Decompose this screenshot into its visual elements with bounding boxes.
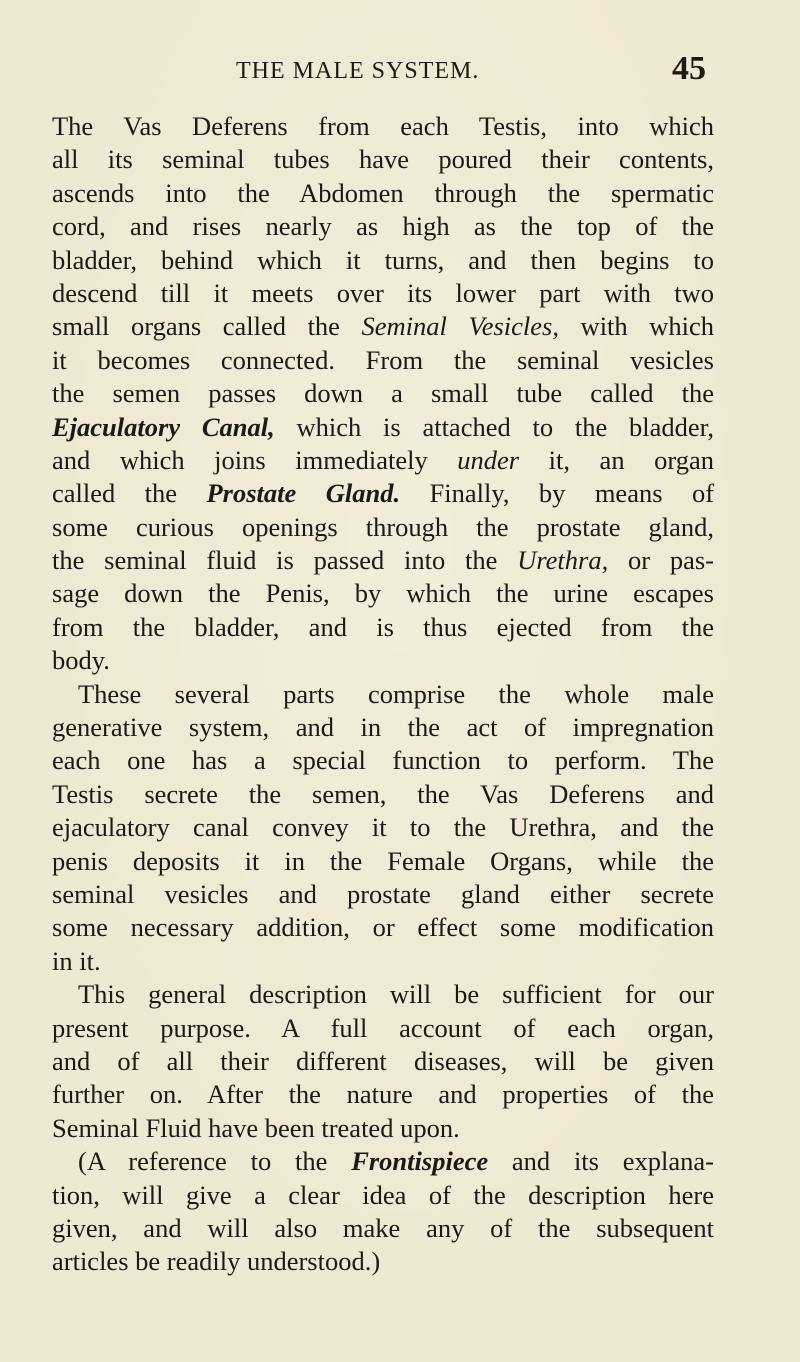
body-text: [52, 110, 714, 1279]
text-line: Ejaculatory Canal, which is attached to the bladder,: [52, 411, 714, 442]
text-line: all its seminal tubes have poured their contents,: [52, 144, 714, 175]
text-line: sage down the Penis, by which the urine escapes: [52, 578, 714, 609]
text-line: This general description will be sufficient for our: [78, 979, 714, 1010]
text-line: and of all their different diseases, will be given: [52, 1045, 714, 1076]
text-line: given, and will also make any of the subsequent: [52, 1212, 714, 1243]
text-line: called the Prostate Gland. Finally, by means of: [52, 478, 715, 509]
bold-italic-term: Ejaculatory Canal,: [52, 411, 275, 442]
text-line: small organs called the Seminal Vesicles, with which: [52, 311, 715, 342]
bold-italic-term: Prostate Gland.: [206, 478, 401, 509]
text-line: the semen passes down a small tube called the: [52, 378, 714, 409]
text-line: articles be readily understood.): [52, 1246, 381, 1277]
italic-term: Urethra,: [517, 545, 609, 576]
text-line: each one has a special function to perform. The: [52, 745, 714, 776]
page-number: 45: [672, 50, 706, 87]
text-line: body.: [52, 645, 110, 676]
text-line: in it.: [52, 945, 101, 976]
text-line: penis deposits it in the Female Organs, while the: [52, 845, 714, 876]
text-line: cord, and rises nearly as high as the top of the: [52, 211, 714, 242]
italic-term: Seminal Vesicles,: [361, 311, 559, 342]
text-line: The Vas Deferens from each Testis, into which: [52, 111, 714, 141]
text-line: ejaculatory canal convey it to the Urethra, and the: [52, 812, 714, 843]
text-line: seminal vesicles and prostate gland either secrete: [52, 878, 714, 909]
text-line: These several parts comprise the whole male: [78, 678, 714, 709]
text-line: generative system, and in the act of impregnation: [52, 712, 714, 743]
text-line: further on. After the nature and properties of the: [52, 1079, 714, 1110]
text-line: (A reference to the Frontispiece and its explana-: [78, 1146, 714, 1177]
bold-italic-term: Frontispiece: [351, 1146, 489, 1177]
text-line: it becomes connected. From the seminal vesicles: [52, 344, 714, 375]
text-line: ascends into the Abdomen through the spermatic: [52, 177, 714, 208]
text-line: Testis secrete the semen, the Vas Deferens and: [52, 778, 714, 809]
text-line: Seminal Fluid have been treated upon.: [52, 1112, 460, 1143]
text-line: the seminal fluid is passed into the Urethra, or pas-: [52, 545, 714, 576]
running-head: THE MALE SYSTEM.: [236, 58, 480, 84]
text-line: descend till it meets over its lower part with two: [52, 277, 714, 308]
text-line: some curious openings through the prostate gland,: [52, 511, 714, 542]
text-line: bladder, behind which it turns, and then begins to: [52, 244, 714, 275]
text-line: some necessary addition, or effect some modification: [52, 912, 714, 943]
text-line: and which joins immediately under it, an organ: [52, 444, 714, 475]
text-line: tion, will give a clear idea of the description here: [52, 1179, 714, 1210]
text-line: present purpose. A full account of each organ,: [52, 1012, 714, 1043]
text-line: from the bladder, and is thus ejected from the: [52, 611, 714, 642]
italic-term: under: [457, 444, 520, 475]
